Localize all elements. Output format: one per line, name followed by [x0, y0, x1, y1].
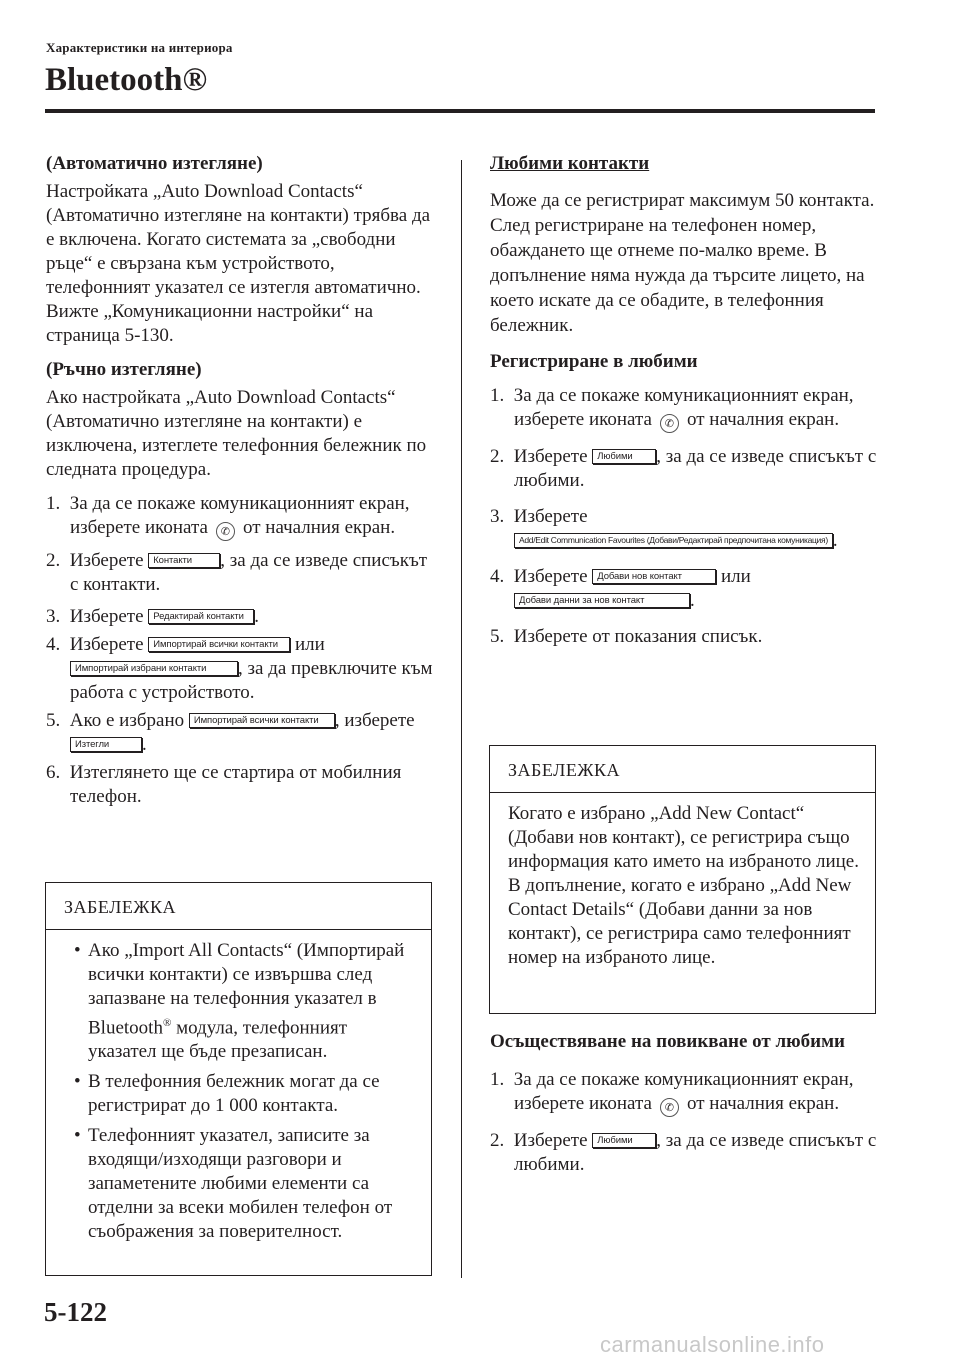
fav-step-3: 3. Изберете Add/Edit Communication Favourites (Добави/Редактирай предпочитана комуникация) .	[490, 506, 838, 551]
title-rule	[45, 109, 875, 113]
auto-download-heading: (Автоматично изтегляне)	[46, 153, 263, 174]
manual-download-text: Ако настройката „Auto Download Contacts“ (Автоматично изтегляне на контакти) е изключена, изтеглете телефонния бележник по следната процедура.	[46, 387, 427, 480]
add-edit-favourites-button[interactable]: Add/Edit Communication Favourites (Добави/Редактирай предпочитана комуникация)	[514, 533, 833, 548]
note-body: Когато е избрано „Add New Contact“ (Добави нов контакт), се регистрира също информация като името на избраното лице. В допълнение, когато е избрано „Add New Contact Details“ (Добави данни за нов контакт), се регистрира само телефонният номер на избраното лице.	[508, 803, 859, 968]
add-new-contact-button[interactable]: Добави нов контакт	[592, 569, 716, 584]
step-5: 5. Ако е избрано Импортирай всички контакти , изберете Изтегли .	[46, 710, 415, 755]
manual-download-heading: (Ръчно изтегляне)	[46, 359, 202, 380]
left-note-box	[45, 882, 432, 1276]
favourites-heading: Любими контакти	[490, 153, 650, 174]
note-bullet-2: • В телефонния бележник могат да се регистрират до 1 000 контакта.	[62, 1070, 419, 1118]
register-favourites-heading: Регистриране в любими	[490, 351, 698, 372]
note-body	[46, 930, 431, 1258]
step-2: 2. Изберете Контакти , за да се изведе списъкът с контакти.	[46, 550, 428, 595]
favourites-button-2[interactable]: Любими	[592, 1133, 656, 1148]
call-favourites-heading: Осъществяване на повикване от любими	[490, 1031, 846, 1052]
fav-step-1: 1. За да се покаже комуникационният екран, изберете иконата ✆ от началния екран.	[490, 384, 880, 433]
import-all-contacts-button[interactable]: Импортирай всички контакти	[148, 637, 290, 652]
edit-contacts-button[interactable]: Редактирай контакти	[148, 609, 254, 624]
import-all-contacts-button-2[interactable]: Импортирай всички контакти	[189, 713, 335, 728]
favourites-text: Може да се регистрират максимум 50 контакта. След регистриране на телефонен номер, обаждането ще отнеме по-малко време. В допълнение няма нужда да търсите лицето, на което искате да се обадите, в телефонния бележник.	[490, 190, 875, 336]
phone-icon: ✆	[660, 414, 679, 433]
step-1: 1. За да се покаже комуникационният екран, изберете иконата ✆ от началния екран.	[46, 492, 436, 541]
note-title: ЗАБЕЛЕЖКА	[490, 746, 875, 793]
add-new-contact-details-button[interactable]: Добави данни за нов контакт	[514, 593, 690, 608]
left-column	[46, 152, 436, 809]
note-bullet-1: • Ако „Import All Contacts“ (Импортирай всички контакти) се извършва след запазване на телефонния указател в Bluetooth® модула, телефонният указател ще бъде презаписан.	[62, 939, 419, 1064]
step-4: 4. Изберете Импортирай всички контакти или Импортирай избрани контакти , за да превключите към работа с устройството.	[46, 634, 433, 703]
watermark: carmanualsonline.info	[600, 1332, 825, 1357]
right-column	[490, 152, 880, 649]
contacts-button[interactable]: Контакти	[148, 553, 220, 568]
phone-icon: ✆	[660, 1098, 679, 1117]
fav-step-5: 5. Изберете от показания списък.	[490, 626, 763, 647]
right-column-lower	[490, 1030, 880, 1177]
call-step-2: 2. Изберете Любими , за да се изведе списъкът с любими.	[490, 1130, 877, 1175]
auto-download-text: Настройката „Auto Download Contacts“ (Автоматично изтегляне на контакти) трябва да е включена. Когато системата за „свободни ръце“ е свързана към устройството, телефонният указател се изтегля автоматично. Вижте „Комуникационни настройки“ на страница 5-130.	[46, 181, 431, 346]
step-3: 3. Изберете Редактирай контакти .	[46, 606, 259, 627]
note-bullet-3: • Телефонният указател, записите за входящи/изходящи разговори и запаметените любими елементи са отделни за всеки мобилен телефон от съображения за поверителност.	[62, 1124, 419, 1244]
right-note-box	[489, 745, 876, 1014]
download-button[interactable]: Изтегли	[70, 737, 142, 752]
import-selected-contacts-button[interactable]: Импортирай избрани контакти	[70, 661, 238, 676]
page-title: Bluetooth®	[45, 62, 208, 98]
fav-step-2: 2. Изберете Любими , за да се изведе списъкът с любими.	[490, 446, 877, 491]
fav-step-4: 4. Изберете Добави нов контакт или Добави данни за нов контакт .	[490, 566, 751, 611]
step-6: 6. Изтеглянето ще се стартира от мобилния телефон.	[46, 762, 402, 807]
page-number: 5-122	[44, 1297, 107, 1327]
note-title: ЗАБЕЛЕЖКА	[46, 883, 431, 930]
call-step-1: 1. За да се покаже комуникационният екран, изберете иконата ✆ от началния екран.	[490, 1068, 880, 1117]
favourites-button[interactable]: Любими	[592, 449, 656, 464]
phone-icon: ✆	[216, 522, 235, 541]
column-divider	[461, 160, 462, 1278]
section-label: Характеристики на интериора	[46, 40, 233, 55]
